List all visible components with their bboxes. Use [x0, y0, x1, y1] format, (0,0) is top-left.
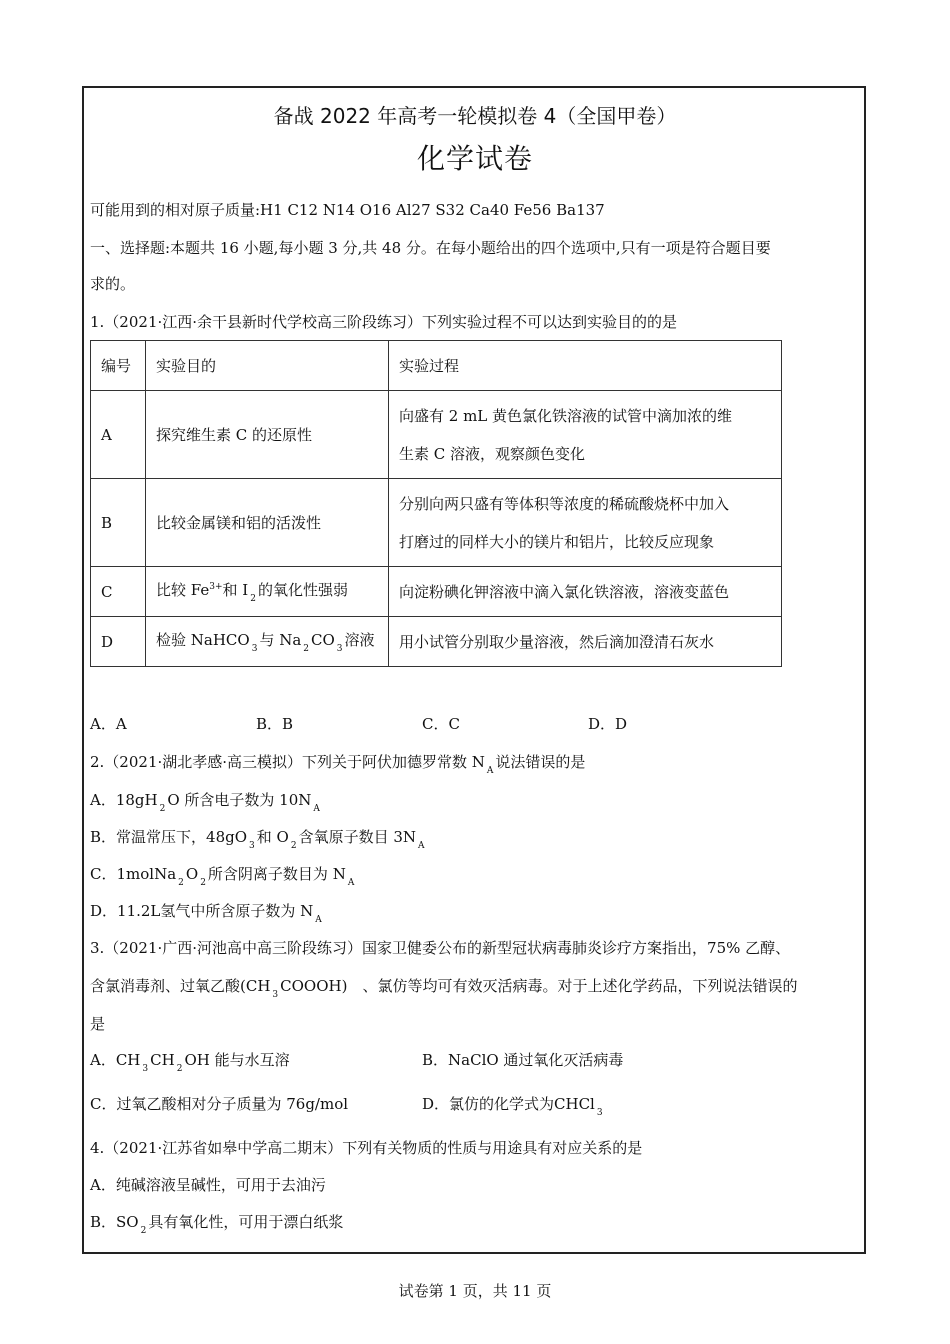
subscript: A: [347, 878, 355, 888]
section-instruction-cont: 求的。: [90, 275, 136, 293]
text: 所含阴离子数目为 N: [207, 865, 346, 883]
page-footer: 试卷第 1 页，共 11 页: [398, 1282, 552, 1300]
text: 和 I: [222, 581, 249, 599]
table-cell-id: D: [91, 617, 146, 667]
text: 说法错误的是: [495, 753, 586, 771]
table-cell-process: [389, 479, 782, 567]
process-line: 向盛有 2 mL 黄色氯化铁溶液的试管中滴加浓的维: [399, 406, 733, 425]
subscript: 2: [178, 878, 184, 888]
option-d[interactable]: D．D: [588, 715, 628, 733]
subscript: A: [313, 804, 320, 814]
section-instruction: 一、选择题:本题共 16 小题,每小题 3 分,共 48 分。在每小题给出的四个选项中,只有一项是符合题目要: [90, 239, 771, 257]
question-3-option-a[interactable]: [90, 1050, 290, 1073]
exam-header: 备战 2022 年高考一轮模拟卷 4（全国甲卷）: [273, 104, 677, 128]
subscript: 3: [249, 841, 255, 851]
text: 溶液: [344, 631, 375, 649]
option-c[interactable]: C．C: [422, 715, 460, 733]
text: CO: [311, 631, 335, 649]
table-header-cell: 实验过程: [389, 341, 782, 391]
text: 含氯消毒剂、过氧乙酸(CH: [90, 977, 271, 995]
subscript: A: [315, 915, 322, 925]
text: O 所含电子数为 10N: [167, 791, 312, 809]
subscript: 3: [272, 990, 279, 1000]
table-row: [91, 391, 782, 479]
question-4-option-a[interactable]: A．纯碱溶液呈碱性，可用于去油污: [90, 1176, 326, 1194]
table-cell-purpose: [146, 617, 389, 667]
table-header-row: [91, 341, 782, 391]
question-2-option-d[interactable]: [90, 901, 324, 924]
question-1-stem: 1.（2021·江西·余干县新时代学校高三阶段练习）下列实验过程不可以达到实验目的的是: [90, 313, 678, 331]
text: OH 能与水互溶: [184, 1051, 290, 1069]
text: 具有氧化性，可用于漂白纸浆: [148, 1213, 344, 1231]
text: D．氯仿的化学式为CHCl: [422, 1095, 595, 1113]
atomic-masses: 可能用到的相对原子质量:H1 C12 N14 O16 Al27 S32 Ca40 Fe56 Ba137: [90, 201, 605, 219]
text: 与 Na: [259, 631, 302, 649]
text: 的氧化性强弱: [257, 581, 348, 599]
table-cell-process: 向淀粉碘化钾溶液中滴入氯化铁溶液，溶液变蓝色: [389, 567, 782, 617]
question-2-stem: [90, 752, 585, 775]
question-3-stem-cont: [90, 976, 797, 999]
table-cell-id: C: [91, 567, 146, 617]
subscript: 3: [251, 644, 258, 654]
table-cell-purpose: 比较金属镁和铝的活泼性: [146, 479, 389, 567]
subscript: 2: [250, 594, 256, 604]
option-a[interactable]: A．A: [90, 715, 127, 733]
subscript: 2: [176, 1064, 183, 1074]
subscript: 2: [159, 804, 166, 814]
subscript: 3: [336, 644, 343, 654]
question-4-option-b[interactable]: [90, 1212, 343, 1235]
text: COOOH) 、氯仿等均可有效灭活病毒。对于上述化学药品，下列说法错误的: [280, 977, 798, 995]
subscript: 2: [303, 644, 310, 654]
text: D．11.2L氢气中所含原子数为 N: [90, 902, 314, 920]
text: 和 O: [256, 828, 289, 846]
table-row: [91, 479, 782, 567]
process-line: 生素 C 溶液，观察颜色变化: [399, 444, 586, 463]
text: 2.（2021·湖北孝感·高三模拟）下列关于阿伏加德罗常数 N: [90, 753, 485, 771]
text: 含氧原子数目 3N: [298, 828, 416, 846]
text: O: [185, 865, 199, 883]
text: B．常温常压下，48gO: [90, 828, 248, 846]
question-2-option-b[interactable]: [90, 827, 427, 850]
subscript: 3: [596, 1108, 603, 1118]
table-header-cell: 实验目的: [146, 341, 389, 391]
table-cell-id: A: [91, 391, 146, 479]
superscript: 3+: [209, 582, 223, 592]
question-3-stem: 3.（2021·广西·河池高中高三阶段练习）国家卫健委公布的新型冠状病毒肺炎诊疗方案指出，75% 乙醇、: [90, 939, 791, 957]
text: C．1molNa: [90, 865, 177, 883]
question-3-option-d[interactable]: [422, 1094, 605, 1117]
table-header-cell: 编号: [91, 341, 146, 391]
table-cell-process: [389, 391, 782, 479]
question-4-stem: 4.（2021·江苏省如皋中学高二期末）下列有关物质的性质与用途具有对应关系的是: [90, 1139, 643, 1157]
subscript: A: [486, 766, 494, 776]
question-2-option-a[interactable]: [90, 790, 322, 813]
table-cell-purpose: [146, 567, 389, 617]
table-cell-process: 用小试管分别取少量溶液，然后滴加澄清石灰水: [389, 617, 782, 667]
question-3-option-c[interactable]: C．过氧乙酸相对分子质量为 76g/mol: [90, 1095, 349, 1113]
question-3-option-b[interactable]: B．NaClO 通过氧化灭活病毒: [422, 1051, 624, 1069]
table-row: [91, 617, 782, 667]
exam-title: 化学试卷: [416, 142, 533, 175]
process-line: 打磨过的同样大小的镁片和铝片，比较反应现象: [399, 532, 715, 551]
subscript: 2: [290, 841, 297, 851]
subscript: 2: [140, 1226, 147, 1236]
subscript: 3: [142, 1064, 149, 1074]
question-3-stem-end: 是: [90, 1015, 106, 1033]
question-2-option-c[interactable]: [90, 864, 356, 887]
experiment-table: [90, 340, 782, 667]
text: CH: [150, 1051, 175, 1069]
subscript: 2: [200, 878, 206, 888]
option-b[interactable]: B．B: [256, 715, 294, 733]
table-cell-purpose: 探究维生素 C 的还原性: [146, 391, 389, 479]
table-cell-id: B: [91, 479, 146, 567]
question-1-options: [90, 714, 627, 734]
text: A．18gH: [90, 791, 158, 809]
text: 检验 NaHCO: [156, 631, 250, 649]
text: B．SO: [90, 1213, 139, 1231]
table-row: [91, 567, 782, 617]
text: 比较 Fe: [156, 581, 210, 599]
subscript: A: [418, 841, 425, 851]
page-border: [82, 86, 866, 1254]
text: A．CH: [90, 1051, 141, 1069]
process-line: 分别向两只盛有等体积等浓度的稀硫酸烧杯中加入: [399, 494, 730, 513]
